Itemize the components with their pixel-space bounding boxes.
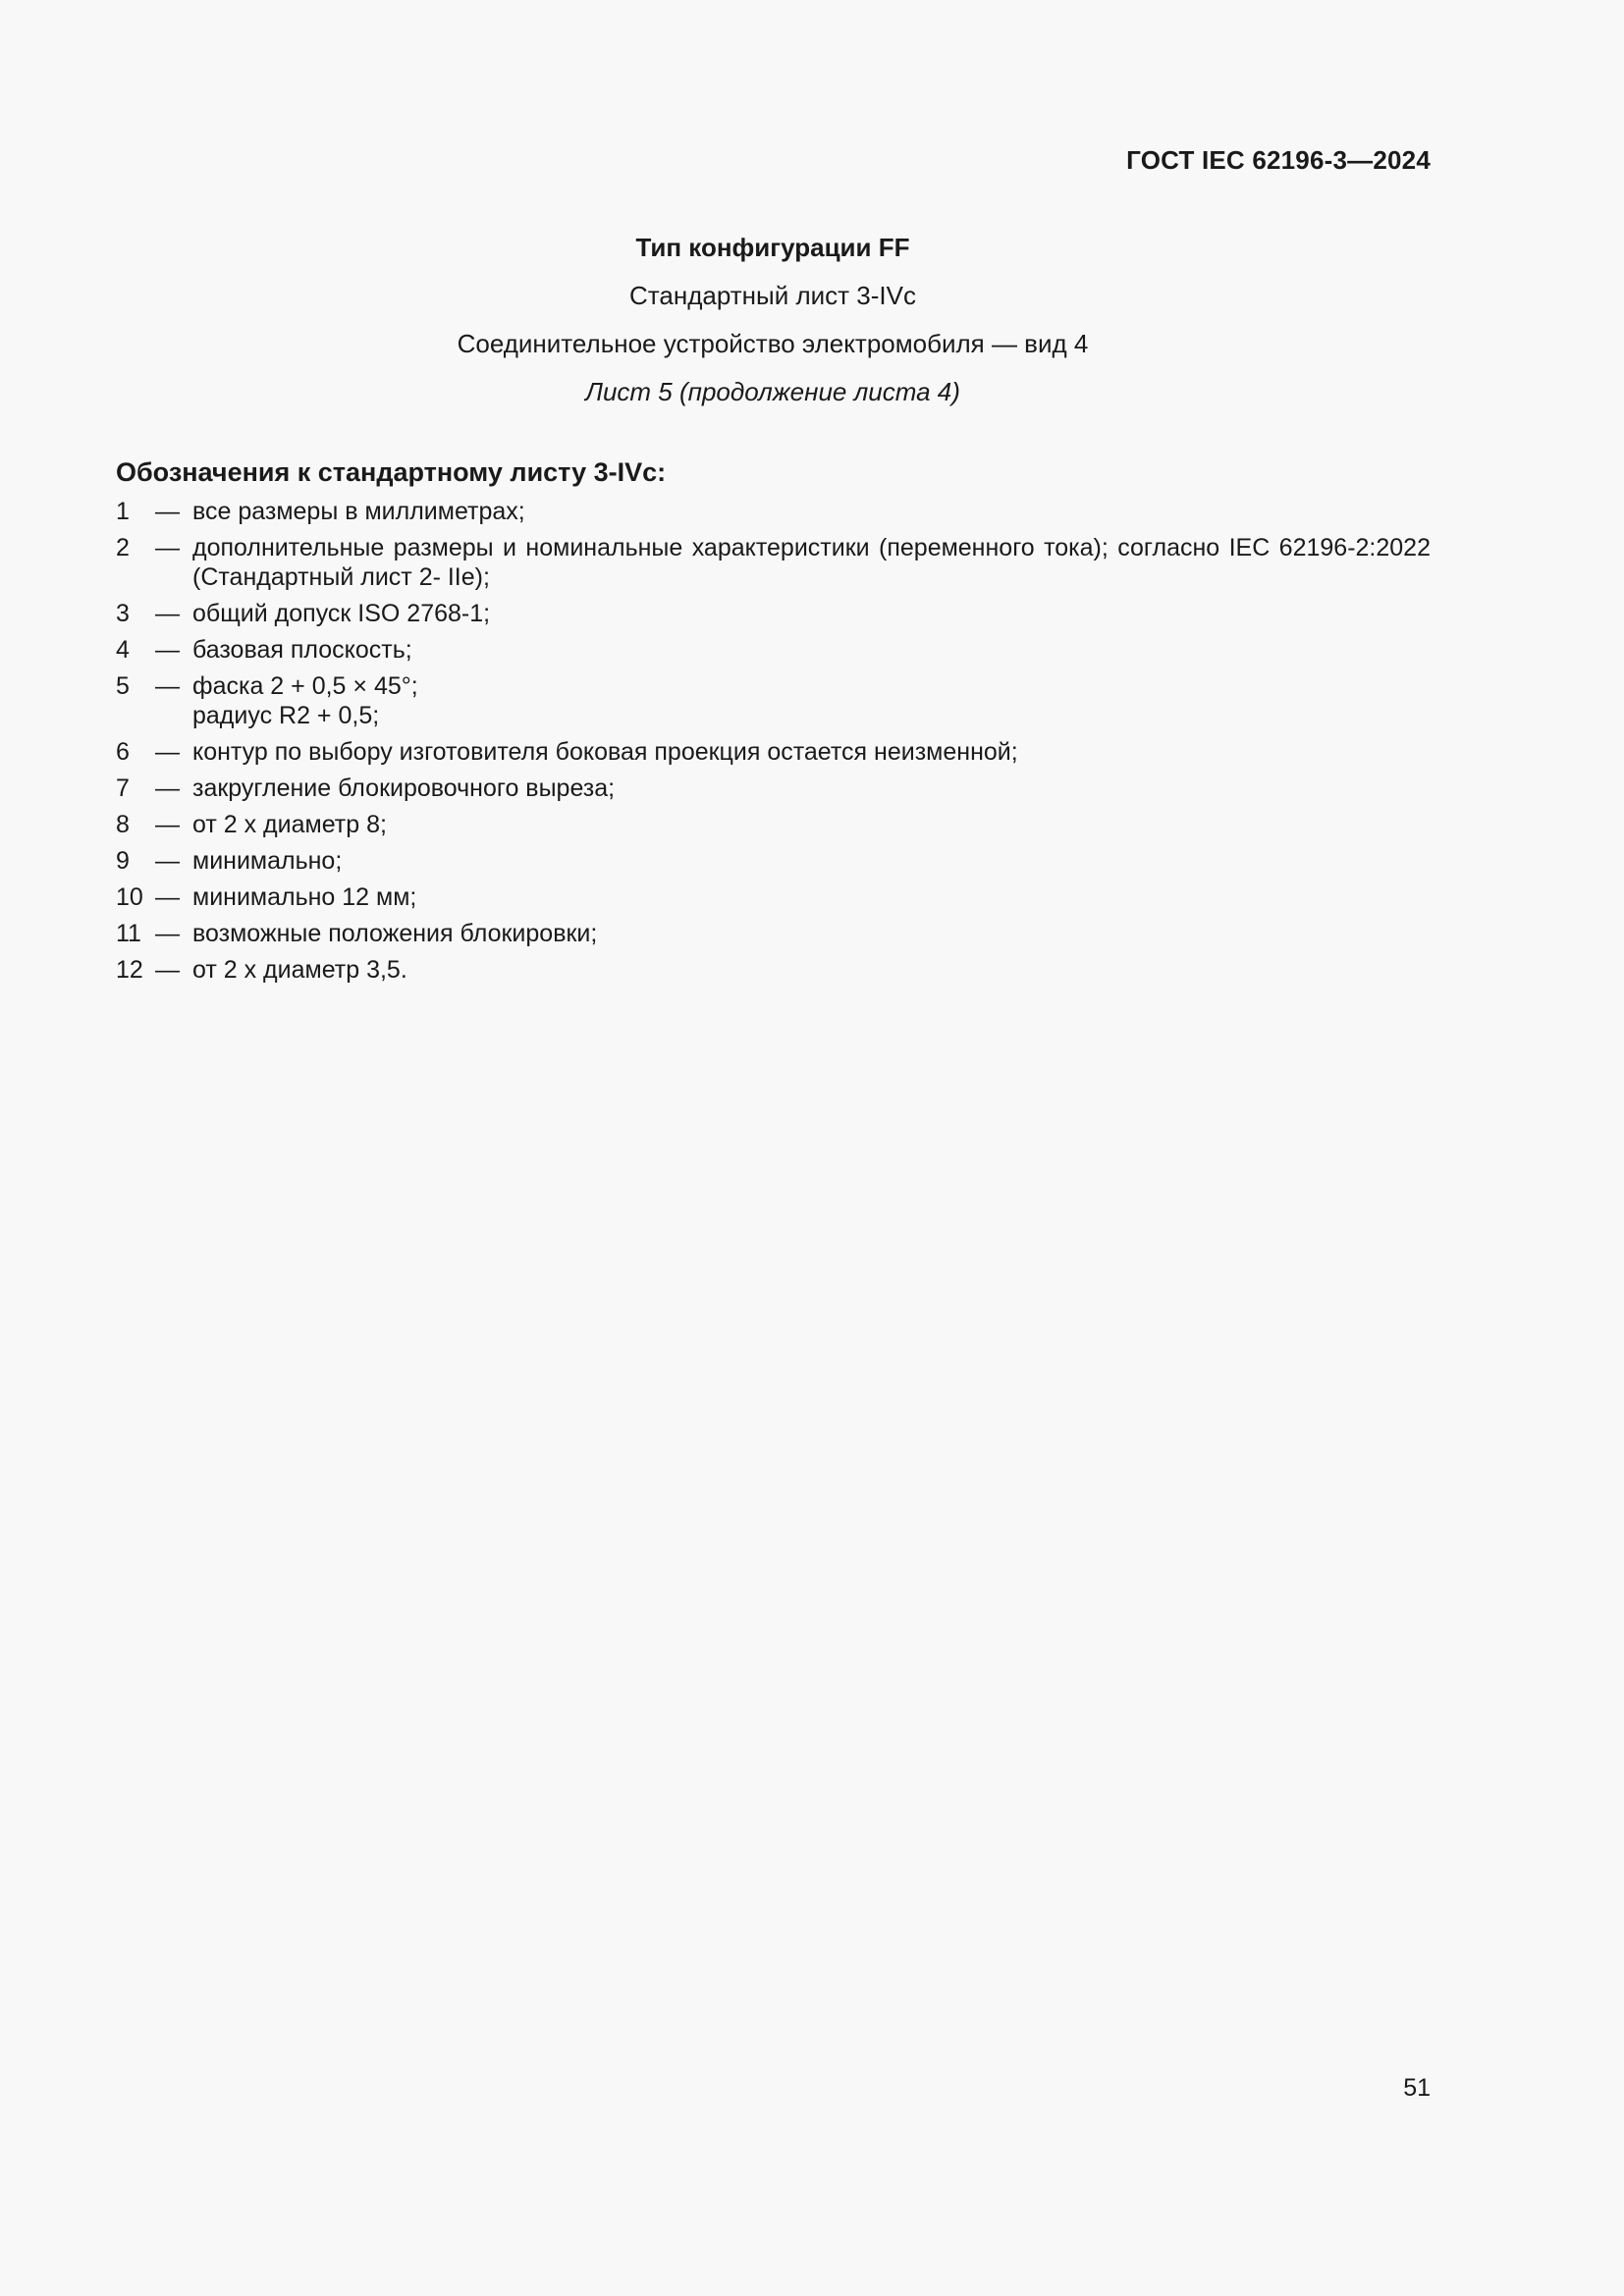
legend-list <box>116 497 1431 991</box>
legend-item-number: 4 <box>116 636 130 664</box>
legend-item-dash: — <box>155 956 180 984</box>
legend-item <box>116 635 1431 665</box>
legend-item-number: 8 <box>116 811 130 838</box>
standard-sheet-title: Стандартный лист 3-IVc <box>629 281 916 310</box>
legend-item-line: контур по выбору изготовителя боковая проекция остается неизменной; <box>192 738 1018 766</box>
device-title: Соединительное устройство электромобиля — вид 4 <box>457 329 1089 358</box>
legend-item-dash: — <box>155 774 180 802</box>
legend-item <box>116 599 1431 628</box>
legend-heading: Обозначения к стандартному листу 3-IVc: <box>116 457 667 487</box>
legend-item-text <box>192 599 1431 628</box>
legend-item-text <box>192 737 1431 767</box>
legend-item-number: 12 <box>116 956 143 984</box>
legend-item <box>116 497 1431 526</box>
legend-item-dash: — <box>155 672 180 700</box>
document-standard-code: ГОСТ IEC 62196-3—2024 <box>1126 145 1431 175</box>
legend-item-dash: — <box>155 883 180 911</box>
legend-item <box>116 955 1431 985</box>
legend-item-number: 6 <box>116 738 130 766</box>
legend-item-number: 3 <box>116 600 130 627</box>
configuration-type-title: Тип конфигурации FF <box>635 233 910 262</box>
legend-item-number: 10 <box>116 883 143 911</box>
legend-item-number: 11 <box>116 920 141 947</box>
legend-item-line: минимально; <box>192 847 343 875</box>
legend-item <box>116 774 1431 803</box>
legend-item-text <box>192 635 1431 665</box>
legend-item-text <box>192 919 1431 948</box>
legend-item-dash: — <box>155 811 180 838</box>
legend-item-dash: — <box>155 920 180 947</box>
legend-item-number: 5 <box>116 672 130 700</box>
legend-item <box>116 919 1431 948</box>
legend-item-text <box>192 955 1431 985</box>
legend-item-line: минимально 12 мм; <box>192 883 417 911</box>
legend-item <box>116 846 1431 876</box>
legend-item-line: закругление блокировочного выреза; <box>192 774 616 802</box>
legend-item-text <box>192 774 1431 803</box>
legend-item <box>116 882 1431 912</box>
legend-item <box>116 671 1431 730</box>
legend-item-number: 9 <box>116 847 130 875</box>
title-block <box>0 224 1545 416</box>
legend-item-line: общий допуск ISO 2768-1; <box>192 600 491 627</box>
legend-item-line: дополнительные размеры и номинальные характеристики (переменного тока); согласно IEC 62196-2:2022 (Стандартный лист 2- IIe); <box>192 534 1431 591</box>
legend-item-line: радиус R2 + 0,5; <box>192 702 380 729</box>
legend-item <box>116 533 1431 592</box>
legend-item-number: 2 <box>116 534 130 561</box>
legend-item-text <box>192 846 1431 876</box>
legend-item-line: от 2 x диаметр 3,5. <box>192 956 407 984</box>
page-number: 51 <box>1403 2074 1431 2102</box>
legend-item-dash: — <box>155 600 180 627</box>
legend-item <box>116 810 1431 839</box>
legend-item-text <box>192 810 1431 839</box>
legend-item-dash: — <box>155 738 180 766</box>
legend-item-number: 1 <box>116 498 130 525</box>
legend-item-text <box>192 882 1431 912</box>
sheet-continuation-note: Лист 5 (продолжение листа 4) <box>585 377 960 406</box>
legend-item-line: все размеры в миллиметрах; <box>192 498 525 525</box>
legend-item-line: от 2 x диаметр 8; <box>192 811 387 838</box>
legend-item-number: 7 <box>116 774 130 802</box>
legend-item-text <box>192 533 1431 592</box>
legend-item-dash: — <box>155 847 180 875</box>
legend-item-dash: — <box>155 636 180 664</box>
legend-item-line: фаска 2 + 0,5 × 45°; <box>192 672 418 700</box>
legend-item-text <box>192 497 1431 526</box>
legend-item-text <box>192 671 1431 730</box>
legend-item-dash: — <box>155 534 180 561</box>
legend-item-dash: — <box>155 498 180 525</box>
legend-item-line: базовая плоскость; <box>192 636 412 664</box>
legend-item-line: возможные положения блокировки; <box>192 920 598 947</box>
legend-item <box>116 737 1431 767</box>
